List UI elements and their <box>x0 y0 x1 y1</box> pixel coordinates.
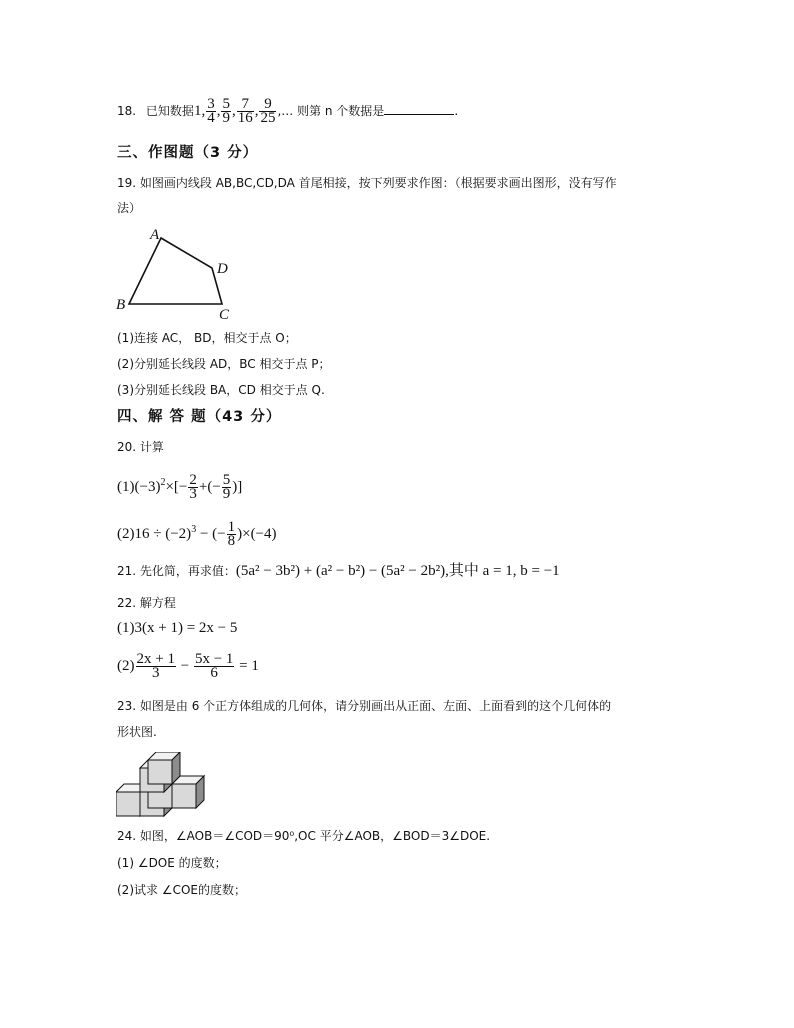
q22-title: 22. 解方程 <box>117 596 176 610</box>
q19-line2: 法） <box>117 201 142 215</box>
q21-label: 21. 先化简，再求值： <box>117 564 236 578</box>
q19-item-3: (3)分别延长线段 BA，CD 相交于点 Q. <box>117 383 325 397</box>
q22-eq2: (2) $\frac{2x + 1}{3}$ − $\frac{5x - 1}{6}$ = 1 <box>117 651 259 682</box>
q18-prefix: 已知数据 <box>145 103 194 118</box>
fraction: $\frac{9}{25}$ <box>260 96 276 126</box>
fraction: $\frac{5x - 1}{6}$ <box>194 651 234 682</box>
q18-suffix: ,… 则第 n 个数据是 <box>277 103 385 118</box>
cube-figure <box>116 752 212 820</box>
q19-item-1: (1)连接 AC， BD，相交于点 O； <box>117 331 297 345</box>
q20-title: 20. 计算 <box>117 440 164 454</box>
q18-end: . <box>454 103 459 118</box>
section-heading-4: 四、解 答 题（43 分） <box>117 409 282 425</box>
question-18 <box>117 98 458 125</box>
question-21 <box>117 563 560 579</box>
q18-sequence: 1, $\frac{3}{4}$ , $\frac{5}{9}$ , $\frac{7}{16}$ , $\frac{9}{25}$ <box>193 96 276 126</box>
q21-expression: (5a² − 3b²) + (a² − b²) − (5a² − 2b²) <box>235 563 446 579</box>
q24-line1: 24. 如图，∠AOB＝∠COD＝90⁰,OC 平分∠AOB，∠BOD＝3∠DOE. <box>117 829 491 843</box>
fraction: $\frac{2x + 1}{3}$ <box>136 651 175 682</box>
q24-part1: (1) ∠DOE 的度数； <box>117 856 227 870</box>
label-D: D <box>217 261 228 277</box>
q24-part2: (2)试求 ∠COE的度数； <box>117 883 246 897</box>
fraction: $\frac{2}{3}$ <box>189 472 197 503</box>
q20-part1: $(1)(-3)^2\times[-$ $\frac{2}{3}$ +(− $\frac{5}{9}$ )] <box>117 472 243 503</box>
q19-line1: 19. 如图画内线段 AB,BC,CD,DA 首尾相接，按下列要求作图：（根据要求画出图形，没有写作 <box>117 176 617 190</box>
q22-eq1: (1)3(x + 1) = 2x − 5 <box>117 620 238 636</box>
section-heading-3: 三、作图题（3 分） <box>117 145 259 161</box>
fraction: $\frac{7}{16}$ <box>237 96 253 126</box>
label-A: A <box>150 227 160 243</box>
fraction: $\frac{3}{4}$ <box>207 96 215 126</box>
answer-blank[interactable] <box>384 113 454 115</box>
q18-number: 18. <box>117 103 137 118</box>
q19-item-2: (2)分别延长线段 AD，BC 相交于点 P； <box>117 357 331 371</box>
q21-tail: ,其中 a = 1, b = −1 <box>445 563 560 579</box>
cube <box>172 776 204 808</box>
cube <box>148 752 180 784</box>
label-C: C <box>219 307 230 322</box>
q20-part2: $(2)16 \div (-2)^3$ − (− $\frac{1}{8}$ )×(−4) <box>117 519 277 550</box>
q23-line2: 形状图. <box>117 725 157 739</box>
q23-line1: 23. 如图是由 6 个正方体组成的几何体，请分别画出从正面、左面、上面看到的这个几何体的 <box>117 699 612 713</box>
label-B: B <box>116 297 126 313</box>
fraction: $\frac{5}{9}$ <box>222 96 230 126</box>
fraction: $\frac{5}{9}$ <box>222 472 231 503</box>
fraction: $\frac{1}{8}$ <box>227 519 236 550</box>
quadrilateral-figure <box>110 222 245 322</box>
